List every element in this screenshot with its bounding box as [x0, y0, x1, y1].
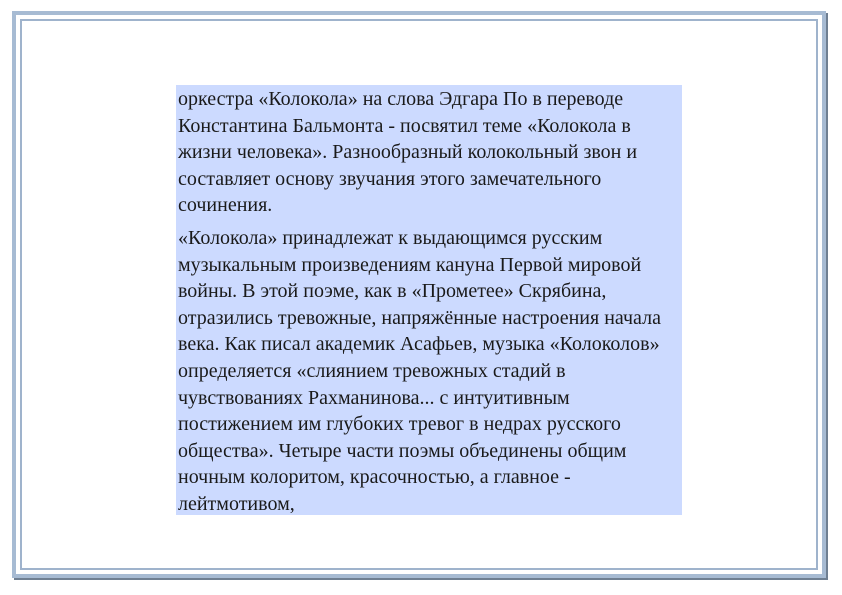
paragraph-2: «Колокола» принадлежат к выдающимся русским музыкальным произведениям кануна Первой мировой войны. В этой поэме, как в «Прометее» Скрябина, отразились тревожные, напряжённые настроения начала века. Как писал академик Асафьев, музыка «Колоколов» определяется «слиянием тревожных стадий в чувствованиях Рахманинова... с интуитивным постижением им глубоких тревог в недрах русского общества». Четыре части поэмы объединены общим ночным колоритом, красочностью, а главное - лейтмотивом,	[178, 226, 661, 515]
text-box[interactable]	[176, 85, 682, 515]
paragraph-1: оркестра «Колокола» на слова Эдгара По в переводе Константина Бальмонта - посвятил теме «Колокола в жизни человека». Разнообразный колокольный звон и составляет основу звучания этого замечательного сочинения.	[178, 88, 638, 217]
